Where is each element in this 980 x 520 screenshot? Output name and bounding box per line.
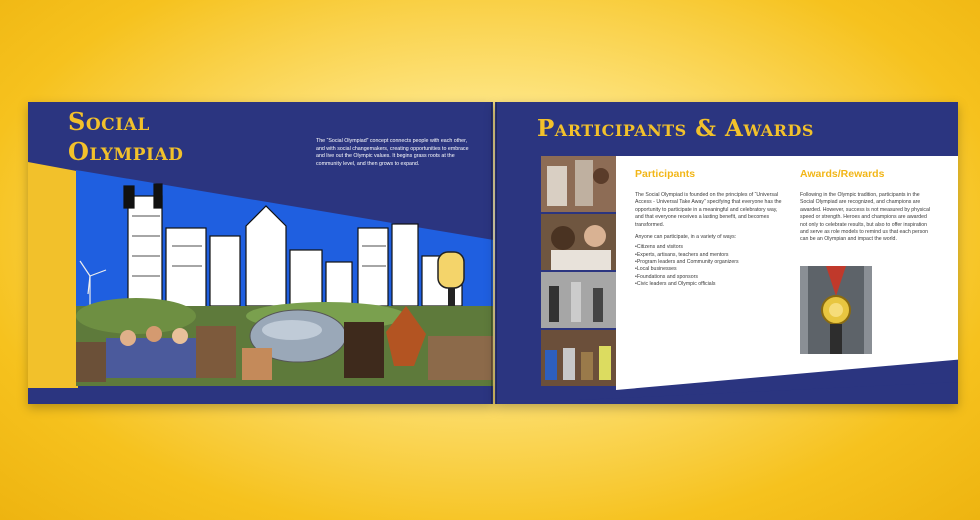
list-item: • Program leaders and Community organizers [635,259,785,266]
list-item: • Foundations and sponsors [635,274,785,281]
medal-sculpture-image [800,266,872,354]
participants-photo-4 [541,330,616,386]
list-item: • Experts, artisans, teachers and mentors [635,252,785,259]
participants-paragraph-2: Anyone can participate, in a variety of ways: [635,233,737,240]
participants-bullet-list [635,244,785,288]
participants-text [635,192,785,289]
participants-heading: Participants [635,168,696,180]
participants-photo-2 [541,214,616,270]
list-item: • Local businesses [635,266,785,273]
navy-bottom-band [28,388,493,404]
left-page [28,102,493,404]
gold-accent-band [28,162,78,394]
intro-paragraph: The “Social Olympiad” concept connects people with each other, and with social changemakers, creating opportunities to embrace and live out the Olympic values. It begins grass roots at the community level, and then grows to expand. [316,138,469,168]
chicago-collage-image [76,166,493,386]
page-title-social-olympiad [68,107,184,166]
list-item: • Civic leaders and Olympic officials [635,281,785,288]
brochure-spread [28,102,958,404]
participants-paragraph-1: The Social Olympiad is founded on the principles of “Universal Access - Universal Take Away” specifying that everyone has the opportunity to participate in a meaningful and celebratory way, and that everyone receives a lasting benefit, and becomes transformed. [635,192,782,228]
right-page [495,102,958,404]
list-item: • Citizens and visitors [635,244,785,251]
title-line-1: Social [68,107,150,136]
page-title-participants-awards: Participants & Awards [537,115,814,142]
book-gutter [491,102,497,404]
photo-strip [541,156,616,386]
participants-photo-3 [541,272,616,328]
awards-heading: Awards/Rewards [800,168,885,180]
title-line-2: Olympiad [68,137,184,166]
participants-photo-1 [541,156,616,212]
navy-left-band [495,156,541,404]
awards-paragraph: Following in the Olympic tradition, participants in the Social Olympiad are recognized, and champions are awarded. However, success is not measured by physical speed or strength. Heroes and champions are awarded not only to celebrate results, but also to offer inspiration and serve as role models to remind us that each person can be an Olympian and impact the world. [800,192,931,243]
